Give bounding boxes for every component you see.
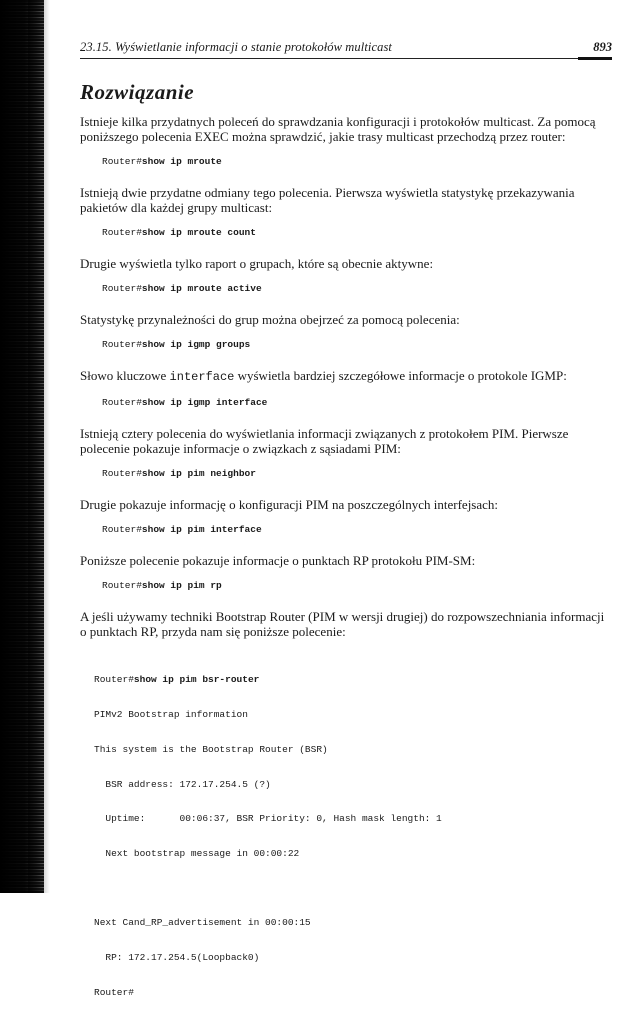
paragraph-text: Słowo kluczowe <box>80 368 170 383</box>
paragraph-text: wyświetla bardziej szczegółowe informacje o protokole IGMP: <box>234 368 567 383</box>
running-head: 23.15. Wyświetlanie informacji o stanie protokołów multicast <box>80 40 393 54</box>
prompt: Router# <box>102 468 142 479</box>
command-example <box>102 580 606 592</box>
output-line: RP: 172.17.254.5(Loopback0) <box>94 951 260 963</box>
command: show ip pim bsr-router <box>133 674 260 686</box>
paragraph: Drugie pokazuje informację o konfiguracji PIM na poszczególnych interfejsach: <box>80 497 499 512</box>
paragraph: A jeśli używamy techniki Bootstrap Router (PIM w wersji drugiej) do rozpowszechniania informacji o punktach RP, przyda nam się poniższe polecenie: <box>80 609 605 639</box>
header-rule <box>80 58 610 59</box>
command: show ip pim neighbor <box>141 468 256 479</box>
header-rule-accent <box>578 57 612 60</box>
command: show ip mroute count <box>141 227 256 238</box>
output-spacer <box>94 883 606 894</box>
command: show ip igmp groups <box>141 339 251 350</box>
command-line <box>94 674 606 686</box>
command-example <box>102 468 606 480</box>
paragraph: Istnieje kilka przydatnych poleceń do sprawdzania konfiguracji i protokołów multicast. Za pomocą poniższego polecenia EXEC można sprawdzić, jakie trasy multicast przechodzą przez router: <box>80 114 596 144</box>
paragraph: Statystykę przynależności do grup można obejrzeć za pomocą polecenia: <box>80 312 460 327</box>
page-number: 893 <box>593 40 612 54</box>
output-line: Next Cand_RP_advertisement in 00:00:15 <box>94 917 311 929</box>
output-line: PIMv2 Bootstrap information <box>94 708 248 720</box>
output-line: Router# <box>94 986 134 998</box>
command-example <box>102 524 606 536</box>
prompt: Router# <box>94 674 134 686</box>
paragraph: Poniższe polecenie pokazuje informacje o punktach RP protokołu PIM-SM: <box>80 553 476 568</box>
paragraph: Drugie wyświetla tylko raport o grupach, które są obecnie aktywne: <box>80 256 434 271</box>
command-example <box>102 339 606 351</box>
command: show ip mroute <box>141 156 222 167</box>
output-line: BSR address: 172.17.254.5 (?) <box>94 778 271 790</box>
prompt: Router# <box>102 580 142 591</box>
command-example <box>102 283 606 295</box>
command-example <box>102 227 606 239</box>
command-example <box>102 156 606 168</box>
command-output <box>94 651 606 1021</box>
command: show ip mroute active <box>141 283 262 294</box>
page-body <box>80 114 606 1021</box>
prompt: Router# <box>102 283 142 294</box>
prompt: Router# <box>102 339 142 350</box>
prompt: Router# <box>102 397 142 408</box>
paragraph <box>80 368 606 385</box>
binding-shadow <box>28 0 50 893</box>
command-example <box>102 397 606 409</box>
page-header <box>80 40 616 58</box>
prompt: Router# <box>102 227 142 238</box>
command: show ip pim interface <box>141 524 262 535</box>
paragraph: Istnieją dwie przydatne odmiany tego polecenia. Pierwsza wyświetla statystykę przekazywania pakietów dla każdej grupy multicast: <box>80 185 575 215</box>
output-line: Next bootstrap message in 00:00:22 <box>94 848 300 860</box>
paragraph: Istnieją cztery polecenia do wyświetlania informacji związanych z protokołem PIM. Pierwsze polecenie pokazuje informacje o związkach z sąsiadami PIM: <box>80 426 569 456</box>
prompt: Router# <box>102 524 142 535</box>
output-line: This system is the Bootstrap Router (BSR) <box>94 743 328 755</box>
command: show ip pim rp <box>141 580 222 591</box>
section-title: Rozwiązanie <box>80 80 195 104</box>
output-line: Uptime: 00:06:37, BSR Priority: 0, Hash mask length: 1 <box>94 813 442 825</box>
prompt: Router# <box>102 156 142 167</box>
command: show ip igmp interface <box>141 397 268 408</box>
inline-code: interface <box>169 370 235 384</box>
